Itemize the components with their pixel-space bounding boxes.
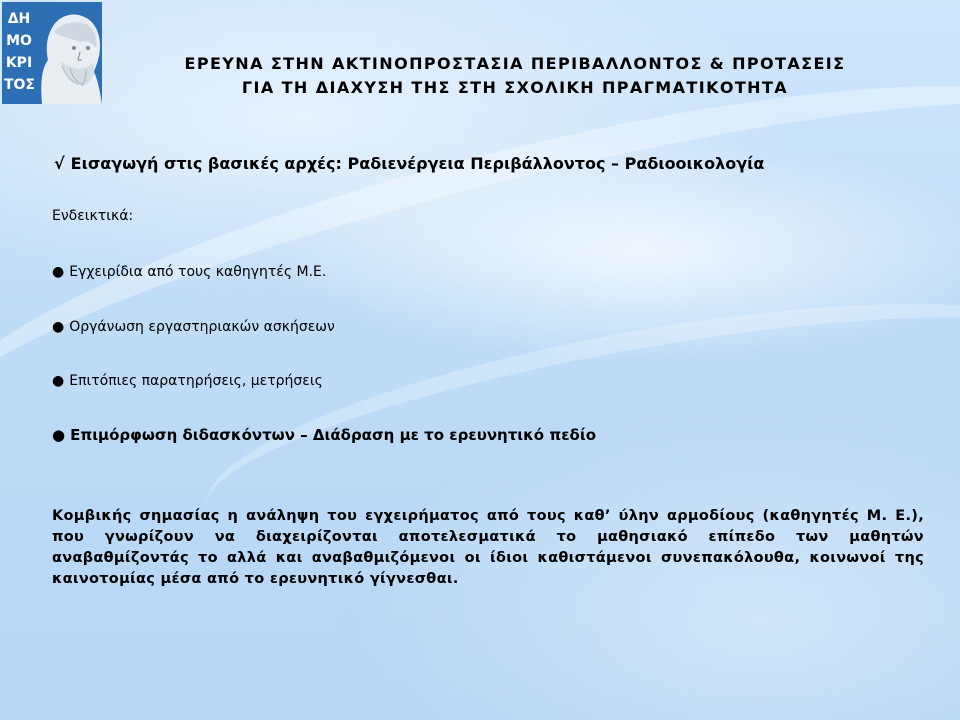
logo-line: ΚΡΙ xyxy=(5,55,33,71)
logo-line: ΔΗ xyxy=(7,11,31,27)
bullet-text: Οργάνωση εργαστηριακών ασκήσεων xyxy=(69,319,335,335)
logo-lettering xyxy=(4,8,34,96)
bullet-item xyxy=(52,373,323,389)
section-heading xyxy=(54,154,764,173)
bullet-item xyxy=(52,319,335,335)
bullet-icon: ● xyxy=(52,426,66,444)
indicative-label: Ενδεικτικά: xyxy=(52,208,134,224)
bullet-icon: ● xyxy=(52,319,65,335)
checkmark-icon: √ xyxy=(54,154,65,173)
bullet-item xyxy=(52,264,326,280)
logo-line: ΜΟ xyxy=(6,33,32,49)
section-heading-text: Εισαγωγή στις βασικές αρχές: Ραδιενέργεια Περιβάλλοντος – Ραδιοοικολογία xyxy=(70,154,765,173)
bullet-icon: ● xyxy=(52,264,65,280)
slide-title xyxy=(120,52,910,100)
slide-title-line1: ΕΡΕΥΝΑ ΣΤΗΝ ΑΚΤΙΝΟΠΡΟΣΤΑΣΙΑ ΠΕΡΙΒΑΛΛΟΝΤΟΣ & ΠΡΟΤΑΣΕΙΣ xyxy=(184,54,846,73)
demokritos-logo xyxy=(2,2,102,104)
bullet-text: Επιτόπιες παρατηρήσεις, μετρήσεις xyxy=(69,373,323,389)
slide-title-line2: ΓΙΑ ΤΗ ΔΙΑΧΥΣΗ ΤΗΣ ΣΤΗ ΣΧΟΛΙΚΗ ΠΡΑΓΜΑΤΙΚΟΤΗΤΑ xyxy=(241,78,789,97)
bullet-text: Εγχειρίδια από τους καθηγητές Μ.Ε. xyxy=(69,264,327,280)
bullet-icon: ● xyxy=(52,373,65,389)
logo-line: ΤΟΣ xyxy=(4,77,36,93)
summary-paragraph: Κομβικής σημασίας η ανάληψη του εγχειρήματος από τους καθ’ ύλην αρμοδίους (καθηγητές Μ. Ε.), που γνωρίζουν να διαχειρίζονται αποτελεσματικά το μαθησιακό επίπεδο των μαθητών αναβαθμίζοντάς το αλλά και αναβαθμιζόμενοι οι ίδιοι καθιστάμενοι συνεπακόλουθα, κοινωνοί της καινοτομίας μέσα από το ερευνητικό γίγνεσθαι. xyxy=(52,508,924,587)
bullet-text: Επιμόρφωση διδασκόντων – Διάδραση με το ερευνητικό πεδίο xyxy=(70,426,597,444)
bullet-item xyxy=(52,426,596,444)
